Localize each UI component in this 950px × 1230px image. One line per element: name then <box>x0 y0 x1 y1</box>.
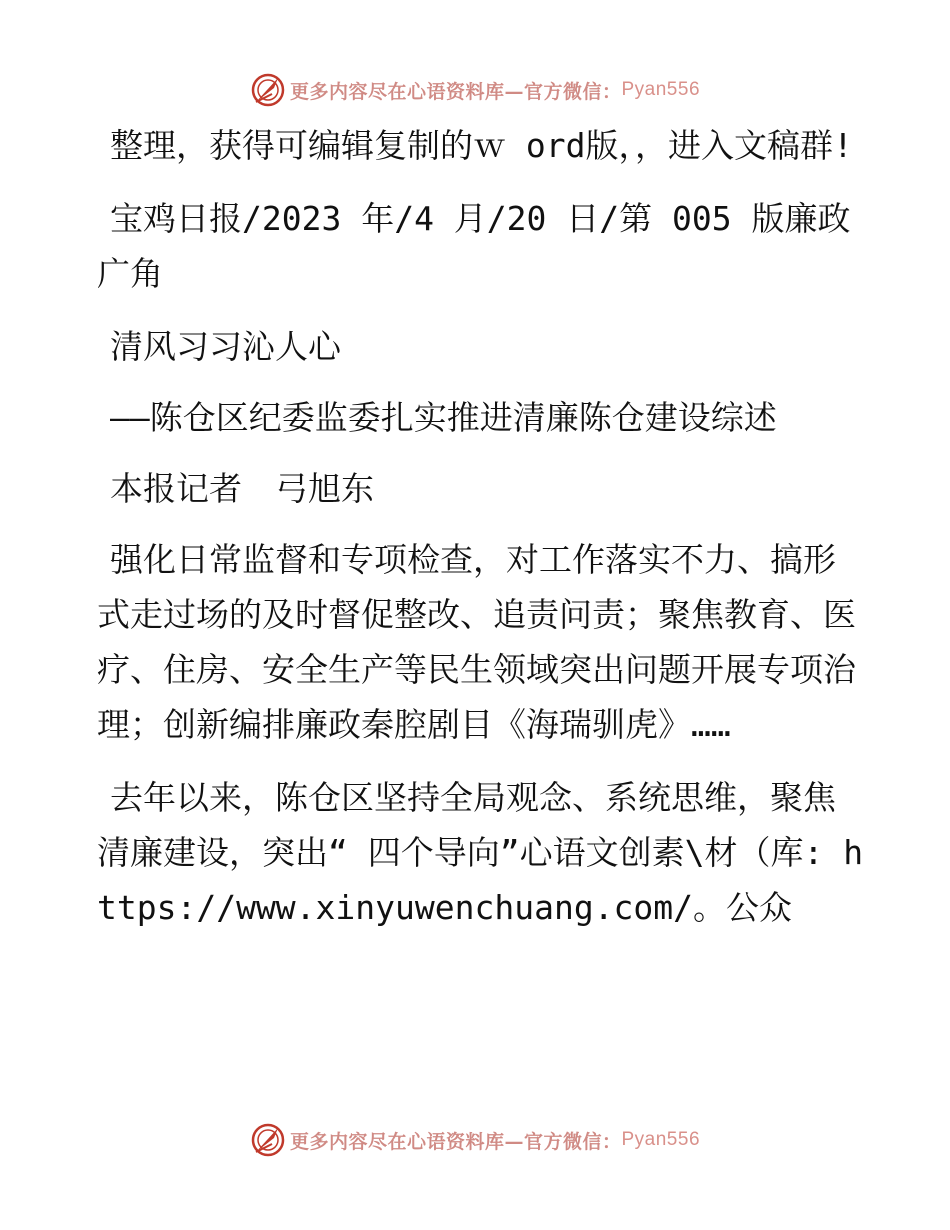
document-body <box>97 118 867 953</box>
body-paragraph: 去年以来，陈仓区坚持全局观念、系统思维，聚焦清廉建设，突出“ 四个导向”心语文创素\材（库: https://www.xinyuwenchuang.com/。公众 <box>97 778 864 927</box>
quill-logo-icon <box>250 72 286 108</box>
watermark-account: Pyan556 <box>621 1129 701 1150</box>
quill-logo-icon <box>250 1122 286 1158</box>
header-watermark <box>0 70 950 110</box>
watermark-text: 更多内容尽在心语资料库—官方微信： <box>289 1130 622 1153</box>
intro-paragraph: 整理，获得可编辑复制的ｗ ord版，，进入文稿群! <box>110 126 853 165</box>
watermark-text: 更多内容尽在心语资料库—官方微信： <box>289 80 622 103</box>
footer-watermark <box>0 1120 950 1160</box>
article-subtitle: ——陈仓区纪委监委扎实推进清廉陈仓建设综述 <box>110 398 777 437</box>
watermark-account: Pyan556 <box>621 79 701 100</box>
byline: 本报记者 弓旭东 <box>110 469 374 508</box>
source-line: 宝鸡日报/2023 年/4 月/20 日/第 005 版廉政广角 <box>97 199 851 293</box>
article-title: 清风习习沁人心 <box>110 327 341 366</box>
lead-paragraph: 强化日常监督和专项检查，对工作落实不力、搞形式走过场的及时督促整改、追责问责；聚焦教育、医疗、住房、安全生产等民生领域突出问题开展专项治理；创新编排廉政秦腔剧目《海瑞驯虎》…… <box>97 540 856 744</box>
